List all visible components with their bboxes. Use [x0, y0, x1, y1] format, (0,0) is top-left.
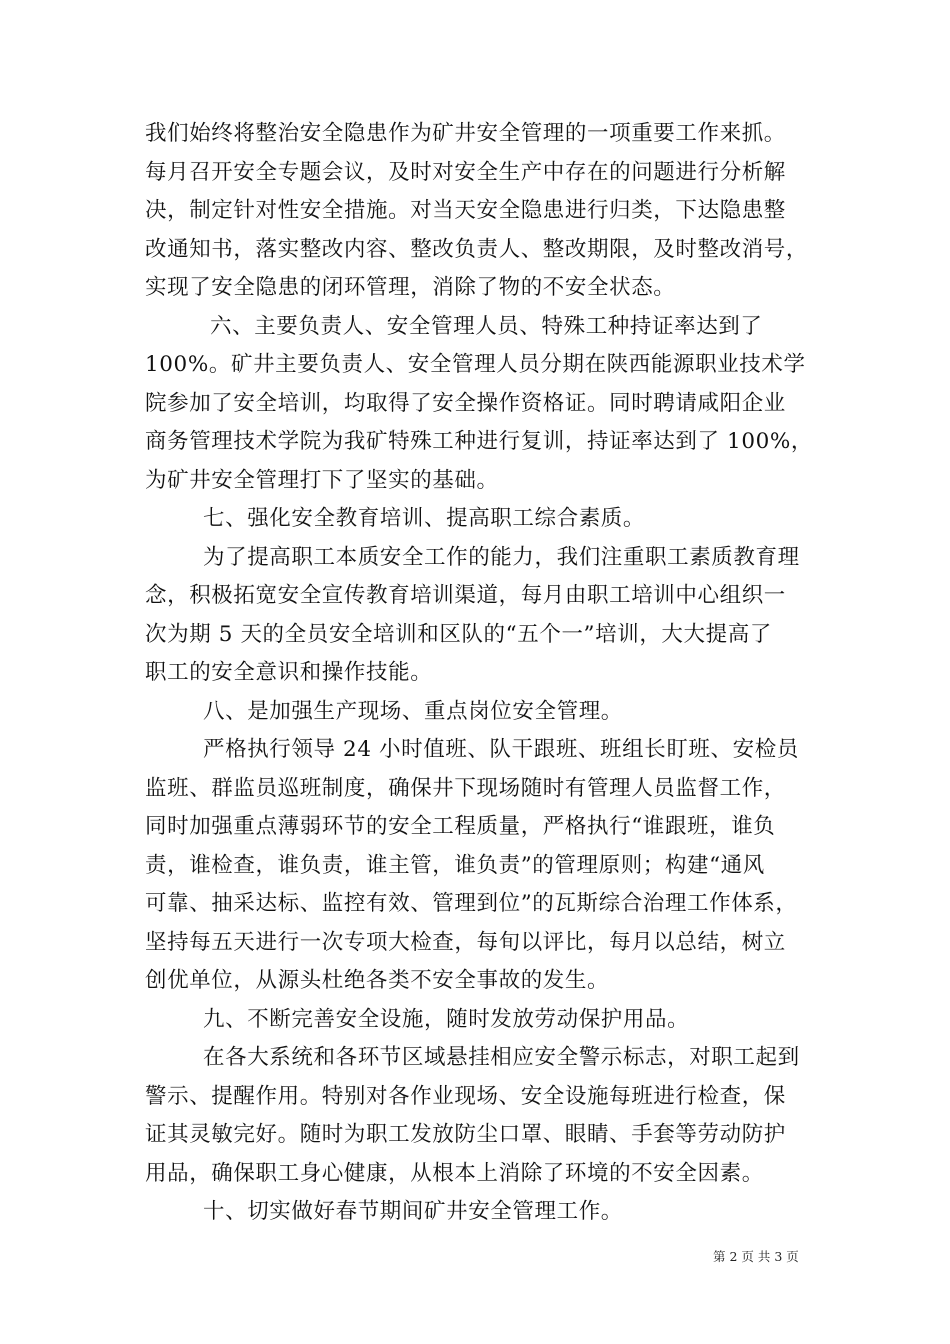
text-line: 商务管理技术学院为我矿特殊工种进行复训，持证率达到了 100%，	[145, 429, 814, 454]
section-heading-8: 八、是加强生产现场、重点岗位安全管理。	[203, 699, 623, 724]
page-number: 第 2 页 共 3 页	[713, 1249, 799, 1264]
paragraph-start: 为了提高职工本质安全工作的能力，我们注重职工素质教育理	[203, 545, 800, 570]
text-line: 可靠、抽采达标、监控有效、管理到位”的瓦斯综合治理工作体系，	[145, 891, 798, 916]
text-line: 职工的安全意识和操作技能。	[145, 660, 433, 685]
text-line: 念，积极拓宽安全宣传教育培训渠道，每月由职工培训中心组织一	[145, 583, 786, 608]
section-heading-6: 六、主要负责人、安全管理人员、特殊工种持证率达到了	[210, 314, 763, 339]
text-line: 证其灵敏完好。随时为职工发放防尘口罩、眼睛、手套等劳动防护	[145, 1122, 786, 1147]
text-line: 警示、提醒作用。特别对各作业现场、安全设施每班进行检查，保	[145, 1084, 786, 1109]
text-line: 监班、群监员巡班制度，确保井下现场随时有管理人员监督工作，	[145, 776, 786, 801]
text-line: 创优单位，从源头杜绝各类不安全事故的发生。	[145, 968, 610, 993]
paragraph-start: 严格执行领导 24 小时值班、队干跟班、班组长盯班、安检员	[203, 737, 799, 762]
text-line: 次为期 5 天的全员安全培训和区队的“五个一”培训，大大提高了	[145, 622, 772, 647]
text-line: 改通知书，落实整改内容、整改负责人、整改期限，及时整改消号，	[145, 237, 809, 262]
text-line: 为矿井安全管理打下了坚实的基础。	[145, 468, 499, 493]
text-line: 实现了安全隐患的闭环管理，消除了物的不安全状态。	[145, 275, 676, 300]
text-line: 同时加强重点薄弱环节的安全工程质量，严格执行“谁跟班，谁负	[145, 814, 776, 839]
text-line: 院参加了安全培训，均取得了安全操作资格证。同时聘请咸阳企业	[145, 391, 786, 416]
text-line: 坚持每五天进行一次专项大检查，每旬以评比，每月以总结，树立	[145, 930, 786, 955]
text-line: 决，制定针对性安全措施。对当天安全隐患进行归类，下达隐患整	[145, 198, 786, 223]
text-line: 我们始终将整治安全隐患作为矿井安全管理的一项重要工作来抓。	[145, 121, 786, 146]
paragraph-start: 在各大系统和各环节区域悬挂相应安全警示标志，对职工起到	[203, 1045, 800, 1070]
text-line: 责，谁检查，谁负责，谁主管，谁负责”的管理原则；构建“通风	[145, 853, 765, 878]
text-line: 每月召开安全专题会议，及时对安全生产中存在的问题进行分析解	[145, 160, 786, 185]
section-heading-10: 十、切实做好春节期间矿井安全管理工作。	[203, 1199, 623, 1224]
text-line: 用品，确保职工身心健康，从根本上消除了环境的不安全因素。	[145, 1161, 764, 1186]
section-heading-9: 九、不断完善安全设施，随时发放劳动保护用品。	[203, 1007, 690, 1032]
section-heading-7: 七、强化安全教育培训、提高职工综合素质。	[203, 506, 646, 531]
text-line: 100%。矿井主要负责人、安全管理人员分期在陕西能源职业技术学	[145, 352, 806, 377]
